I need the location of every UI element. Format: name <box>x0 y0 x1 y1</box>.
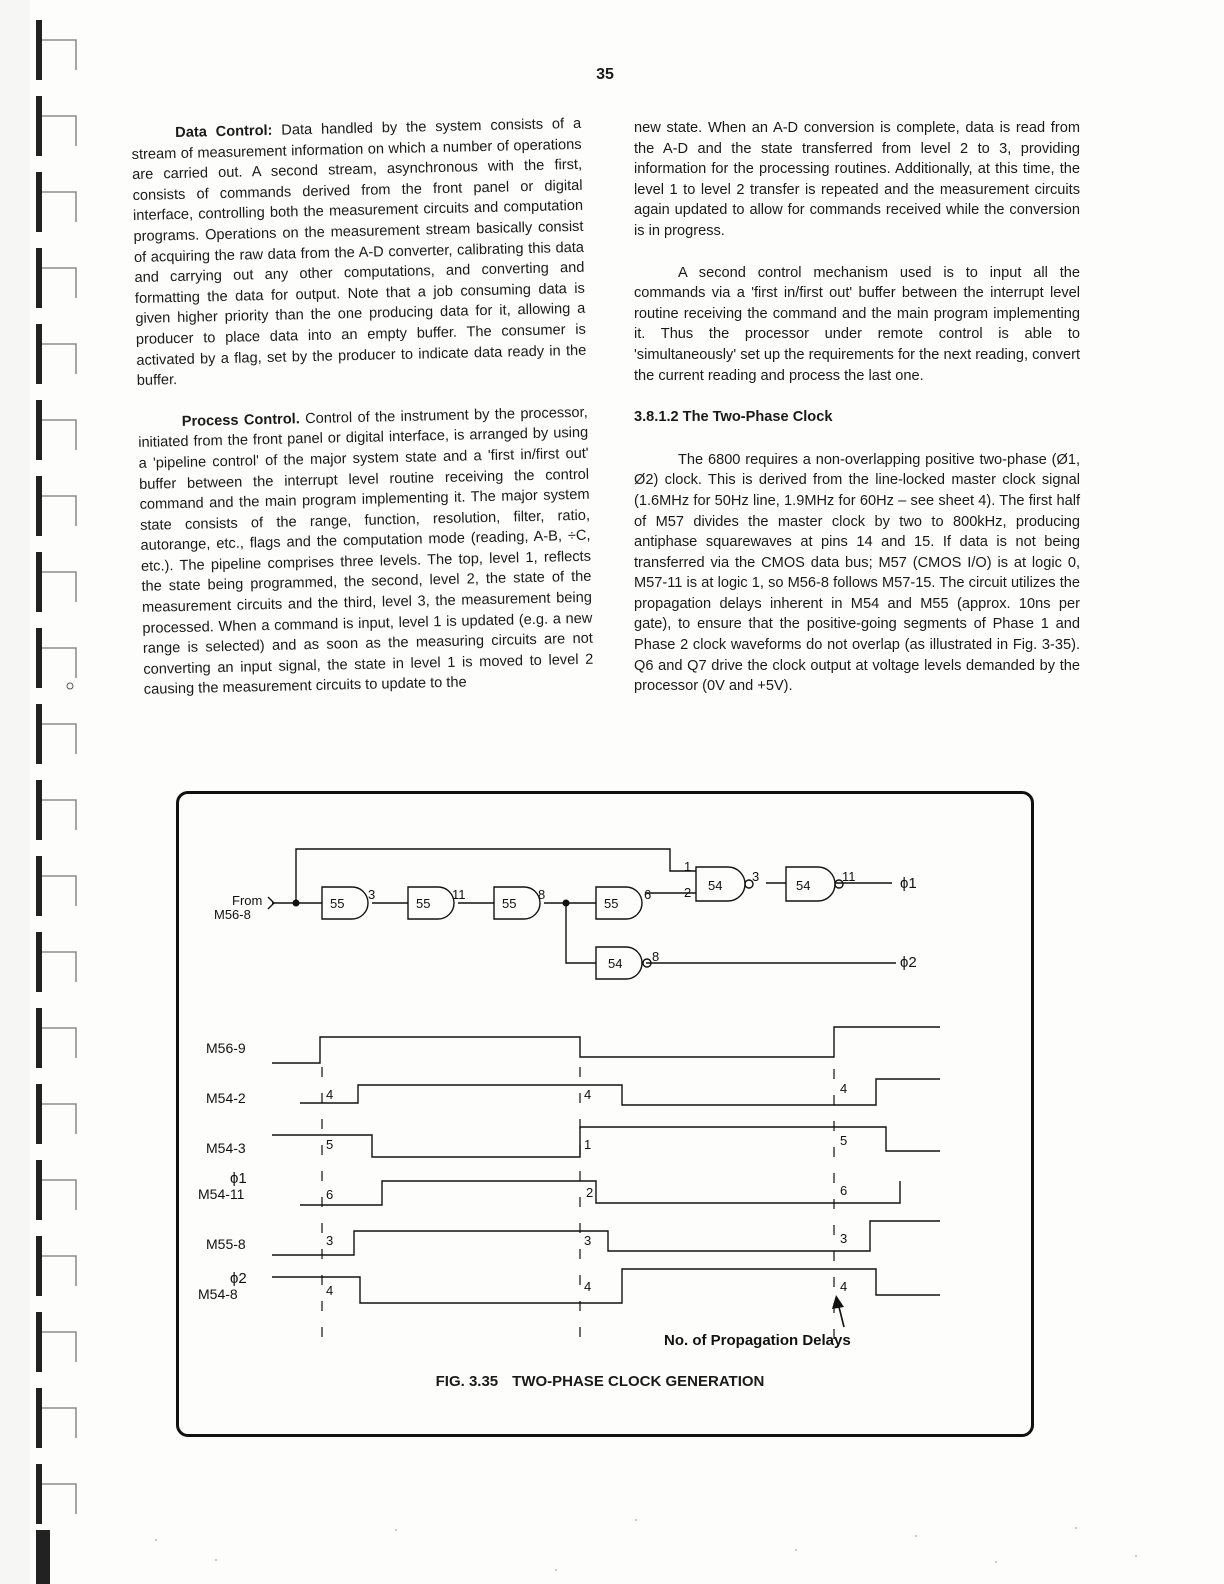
delay-1-m54-8: 4 <box>326 1283 334 1298</box>
gate-label-1: 55 <box>330 896 345 911</box>
right-column <box>634 118 1080 718</box>
gate-label-4: 55 <box>604 896 619 911</box>
page-number: 35 <box>596 66 614 83</box>
process-control-body: Control of the instrument by the processor, initiated from the front panel or digital interface, is arranged by using a 'pipeline control' of the major system state and a 'first in/first out' buffer between the interrupt level routine receiving the control command and the main program implementing it. The major system state consists of the range, function, resolution, filter, ratio, autorange, etc., flags and the computation mode (reading, A-B, ÷C, etc.). The pipeline comprises three levels. The top, level 1, reflects the state being programmed, the second, level 2, the state of the measurement circuits and the third, level 3, the measurement being processed. When a command is input, level 1 is updated (e.g. a new range is selected) and as soon as the measuring circuits are not converting an input signal, the state in level 1 is moved to level 2 causing the measurement circuits to update to the <box>138 404 594 699</box>
wave-label-m56-9: M56-9 <box>206 1040 246 1056</box>
wave-label-phi2: ϕ2 <box>230 1270 247 1287</box>
pin-label-54-3: 3 <box>752 869 760 884</box>
pin-label-3: 3 <box>368 887 376 902</box>
caption-title: TWO-PHASE CLOCK GENERATION <box>512 1373 765 1390</box>
wave-label-m54-2: M54-2 <box>206 1090 246 1106</box>
wave-label-m54-11: M54-11 <box>198 1186 245 1202</box>
section-heading: 3.8.1.2 The Two-Phase Clock <box>634 409 833 426</box>
gate-label-5: 54 <box>708 878 723 893</box>
delay-2-m54-2: 4 <box>584 1087 592 1102</box>
data-control-paragraph <box>131 114 587 392</box>
pin-label-1: 1 <box>684 859 692 874</box>
pin-label-54-11: 11 <box>842 869 856 884</box>
delay-2-phi1: 2 <box>586 1185 594 1200</box>
delay-2-m54-8: 4 <box>584 1279 592 1294</box>
input-label-m56-8: M56-8 <box>214 907 251 922</box>
input-label-from: From <box>232 893 263 908</box>
wave-label-m54-3: M54-3 <box>206 1140 246 1156</box>
clock-figure <box>176 791 1028 1431</box>
delay-3-phi1: 6 <box>840 1183 848 1198</box>
wave-label-phi1: ϕ1 <box>230 1170 247 1187</box>
delay-1-m54-3: 5 <box>326 1137 334 1152</box>
phi1-output-label: ϕ1 <box>900 875 917 892</box>
gate-label-7: 54 <box>608 956 623 971</box>
phi2-output-label: ϕ2 <box>900 954 917 971</box>
figure-caption <box>400 1373 800 1390</box>
data-control-body: Data handled by the system consists of a stream of measurement information on which a number of operations are carried out. A second stream, asynchronous with the first, consists of commands derived from the front panel or digital interface, controlling both the measurement circuits and computation programs. Operations on the measurement stream basically consist of acquiring the raw data from the A-D converter, calibrating this data and carrying out any other computations, and converting and formatting the data for output. Note that a job consuming data is given higher priority than the one producing data for it, allowing a producer to place data into an empty buffer. The consumer is activated by a flag, set by the producer to indicate data ready in the buffer. <box>131 115 587 390</box>
propagation-delay-annotation: No. of Propagation Delays <box>664 1332 851 1349</box>
delay-2-m55-8: 3 <box>584 1233 592 1248</box>
wave-label-m55-8: M55-8 <box>206 1236 246 1252</box>
pin-label-2: 2 <box>684 885 692 900</box>
wave-label-m54-8: M54-8 <box>198 1286 238 1302</box>
process-control-title: Process Control. <box>181 410 300 430</box>
delay-1-phi1: 6 <box>326 1187 334 1202</box>
delay-3-m54-8: 4 <box>840 1279 848 1294</box>
right-paragraph-1: new state. When an A-D conversion is complete, data is read from the A-D and the state transferred from level 2 to 3, providing information for the processing routines. Additionally, at this time, the level 1 to level 2 transfer is repeated and the measurement circuits again updated to allow for commands received while the conversion is in progress. <box>634 120 1080 239</box>
pin-label-11: 11 <box>452 887 466 902</box>
process-control-paragraph <box>138 402 594 700</box>
right-paragraph-3: The 6800 requires a non-overlapping positive two-phase (Ø1, Ø2) clock. This is derived from the line-locked master clock signal (1.6MHz for 50Hz line, 1.9MHz for 60Hz – see sheet 4). The first half of M57 divides the master clock by two to 800kHz, producing antiphase squarewaves at pins 14 and 15. If data is not being transferred via the CMOS data bus; M57 (CMOS I/O) is at logic 0, M57-11 is at logic 1, so M56-8 follows M57-15. The circuit utilizes the propagation delays inherent in M54 and M55 (approx. 10ns per gate), to ensure that the positive-going segments of Phase 1 and Phase 2 clock waveforms do not overlap (as illustrated in Fig. 3-35). Q6 and Q7 drive the clock output at voltage levels demanded by the processor (0V and +5V). <box>634 451 1080 695</box>
delay-3-m55-8: 3 <box>840 1231 848 1246</box>
scan-speckle <box>96 1500 1196 1584</box>
data-control-title: Data Control: <box>175 122 273 141</box>
delay-3-m54-2: 4 <box>840 1081 848 1096</box>
left-column <box>131 114 594 722</box>
pin-label-8: 8 <box>538 887 546 902</box>
right-paragraph-2: A second control mechanism used is to input all the commands via a 'first in/first out' buffer between the interrupt level routine receiving the command and the main program implementing it. Thus the processor under remote control is able to 'simultaneously' set up the requirements for the next reading, convert the current reading and process the last one. <box>634 264 1080 384</box>
pin-label-54-8: 8 <box>652 949 660 964</box>
pin-label-6: 6 <box>644 887 652 902</box>
gate-label-6: 54 <box>796 878 811 893</box>
delay-3-m54-3: 5 <box>840 1133 848 1148</box>
spiral-binding <box>0 0 96 1584</box>
gate-label-3: 55 <box>502 896 517 911</box>
delay-1-m54-2: 4 <box>326 1087 334 1102</box>
delay-2-m54-3: 1 <box>584 1137 592 1152</box>
gate-label-2: 55 <box>416 896 431 911</box>
caption-id: FIG. 3.35 <box>435 1373 499 1390</box>
delay-1-m55-8: 3 <box>326 1233 334 1248</box>
